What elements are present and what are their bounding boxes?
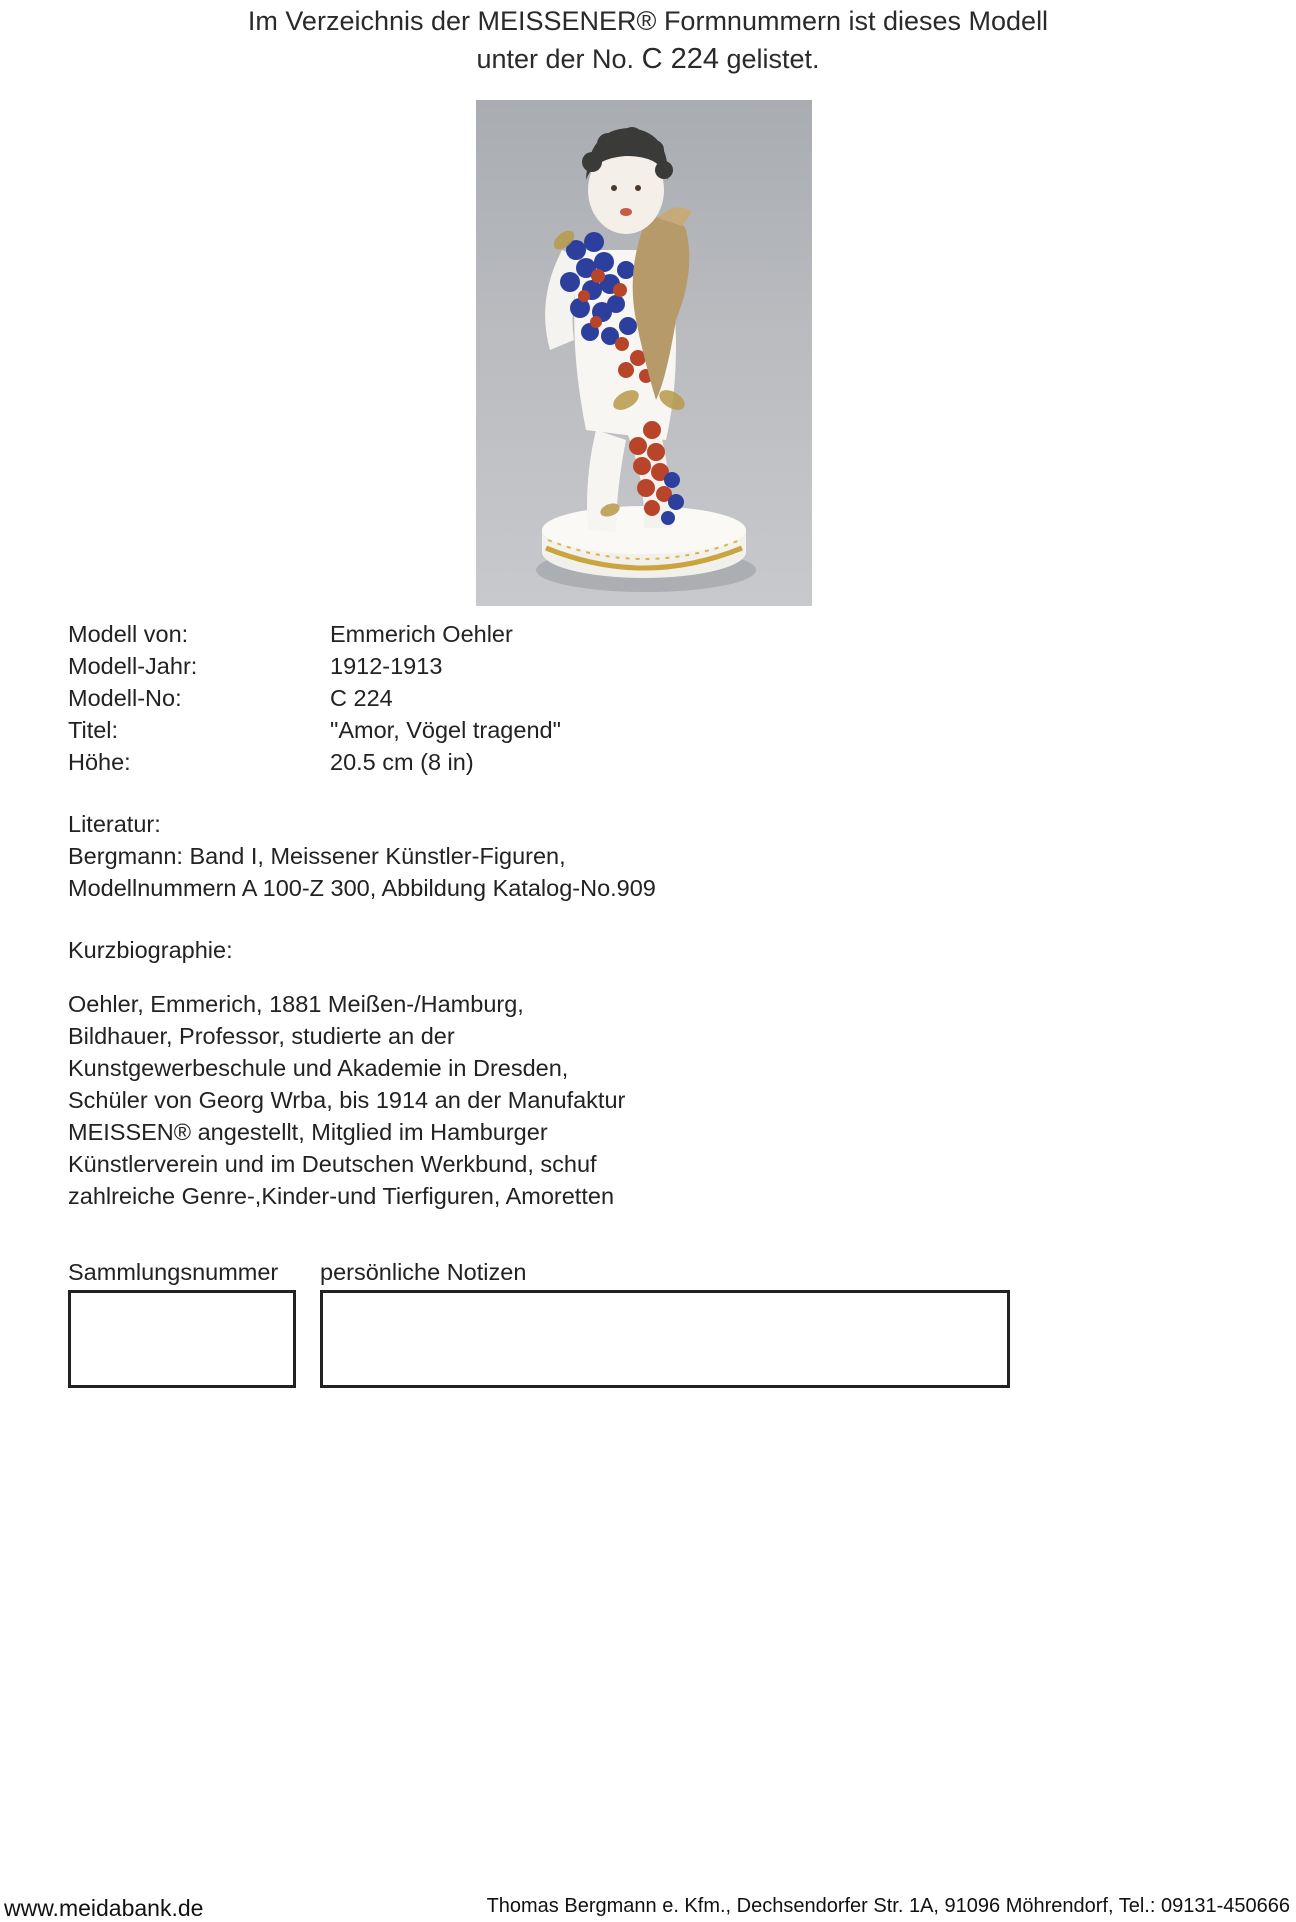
header-line-2 xyxy=(0,40,1296,78)
biography-line: Kunstgewerbeschule und Akademie in Dresden, xyxy=(68,1055,569,1081)
detail-value: C 224 xyxy=(330,685,393,711)
detail-label: Modell-Jahr: xyxy=(68,653,198,679)
detail-row-year xyxy=(68,650,561,682)
header-suffix: gelistet. xyxy=(726,44,820,74)
biography-title: Kurzbiographie: xyxy=(68,937,233,963)
detail-value: "Amor, Vögel tragend" xyxy=(330,717,561,743)
header-line-1: Im Verzeichnis der MEISSENER® Formnummern ist dieses Modell xyxy=(247,6,1049,36)
biography-line: Künstlerverein und im Deutschen Werkbund, schuf xyxy=(68,1151,597,1177)
detail-label: Modell von: xyxy=(68,621,189,647)
collection-number-label: Sammlungsnummer xyxy=(68,1259,279,1285)
detail-row-model-no xyxy=(68,682,561,714)
biography-line: MEISSEN® angestellt, Mitglied im Hamburger xyxy=(68,1119,548,1145)
header-model-number: C 224 xyxy=(641,43,719,75)
figurine-illustration xyxy=(476,100,812,606)
literature-line: Bergmann: Band I, Meissener Künstler-Figuren, xyxy=(68,843,566,869)
detail-value: Emmerich Oehler xyxy=(330,621,513,647)
biography-text xyxy=(68,988,625,1212)
biography-line: zahlreiche Genre-,Kinder-und Tierfiguren, Amoretten xyxy=(68,1183,615,1209)
biography-line: Schüler von Georg Wrba, bis 1914 an der Manufaktur xyxy=(68,1087,626,1113)
detail-row-artist xyxy=(68,618,561,650)
detail-value: 1912-1913 xyxy=(330,653,443,679)
detail-row-title xyxy=(68,714,561,746)
notes-field[interactable] xyxy=(320,1290,1010,1388)
detail-row-height xyxy=(68,746,561,778)
collection-number-field[interactable] xyxy=(68,1290,296,1388)
detail-label: Modell-No: xyxy=(68,685,182,711)
biography-line: Bildhauer, Professor, studierte an der xyxy=(68,1023,455,1049)
figurine-photo xyxy=(476,100,812,606)
model-details xyxy=(68,618,561,778)
detail-label: Höhe: xyxy=(68,749,131,775)
footer-contact: Thomas Bergmann e. Kfm., Dechsendorfer Str. 1A, 91096 Möhrendorf, Tel.: 09131-450666 xyxy=(486,1895,1290,1917)
header-prefix: unter der No. xyxy=(476,44,635,74)
detail-label: Titel: xyxy=(68,717,119,743)
page-header xyxy=(0,2,1296,78)
literature-line: Modellnummern A 100-Z 300, Abbildung Katalog-No.909 xyxy=(68,875,656,901)
footer-website-link[interactable]: www.meidabank.de xyxy=(4,1895,204,1921)
biography-line: Oehler, Emmerich, 1881 Meißen-/Hamburg, xyxy=(68,991,524,1017)
detail-value: 20.5 cm (8 in) xyxy=(330,749,474,775)
notes-label: persönliche Notizen xyxy=(320,1259,527,1285)
literature-title: Literatur: xyxy=(68,811,161,837)
literature-section xyxy=(68,808,656,904)
